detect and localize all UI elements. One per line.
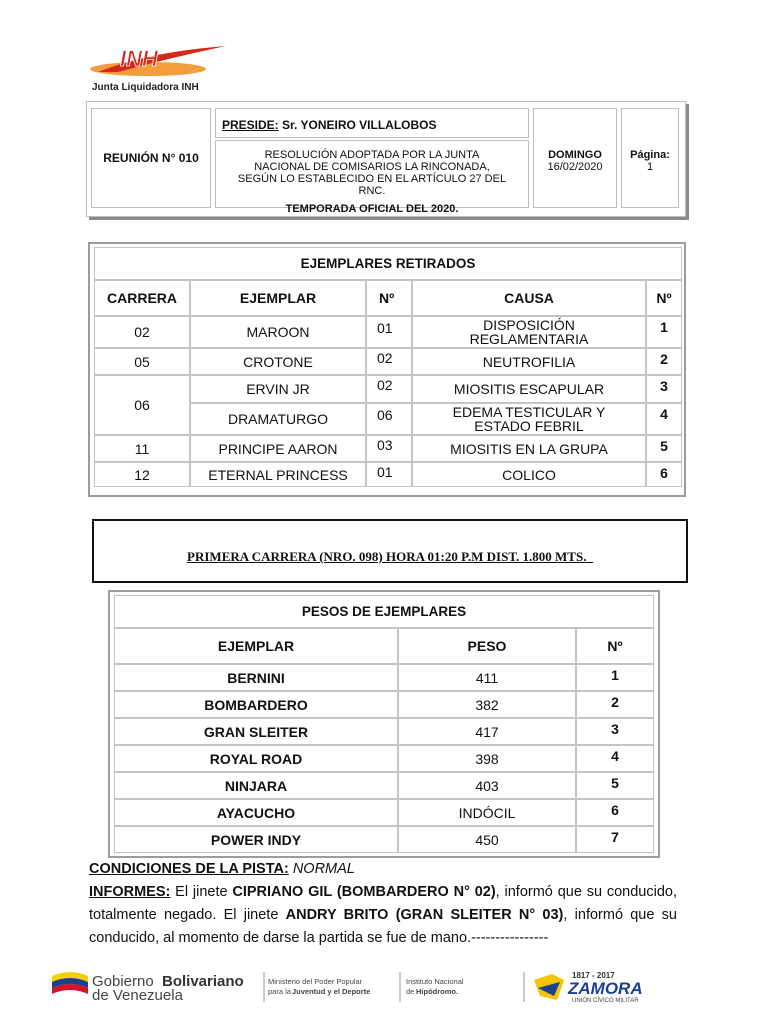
- n-cell: 5: [576, 772, 654, 799]
- conditions-label: CONDICIONES DE LA PISTA:: [89, 861, 289, 877]
- zamora-emblem-icon: [534, 974, 564, 1000]
- peso-cell: 450: [398, 826, 576, 853]
- ejemplar-cell: POWER INDY: [114, 826, 398, 853]
- peso-cell: 411: [398, 664, 576, 691]
- col-causa: CAUSA: [412, 280, 646, 316]
- svg-text:Hipódromo.: Hipódromo.: [416, 987, 459, 996]
- num-cell: 01: [366, 462, 412, 487]
- page-cell: [621, 108, 679, 208]
- carrera-cell: 02: [94, 316, 190, 348]
- n-cell: 3: [576, 718, 654, 745]
- n-cell: 4: [576, 745, 654, 772]
- informes-label: INFORMES:: [89, 884, 171, 900]
- race-box: [92, 519, 688, 583]
- table-row: [94, 375, 682, 403]
- season-text: TEMPORADA OFICIAL DEL 2020.: [285, 203, 459, 215]
- ejemplar-cell: PRINCIPE AARON: [190, 435, 366, 462]
- peso-cell: INDÓCIL: [398, 799, 576, 826]
- col-num: Nº: [366, 280, 412, 316]
- num-cell: 01: [366, 316, 412, 348]
- num-cell: 03: [366, 435, 412, 462]
- carrera-cell: 06: [94, 375, 190, 435]
- svg-text:de: de: [406, 987, 415, 996]
- race-title: PRIMERA CARRERA (NRO. 098) HORA 01:20 P.M DIST. 1.800 MTS._: [187, 549, 593, 564]
- ejemplar-cell: ERVIN JR: [190, 375, 366, 403]
- pesos-title: PESOS DE EJEMPLARES: [114, 595, 654, 628]
- ejemplar-cell: ROYAL ROAD: [114, 745, 398, 772]
- ejemplar-cell: BERNINI: [114, 664, 398, 691]
- causa-cell: EDEMA TESTICULAR Y ESTADO FEBRIL: [412, 403, 646, 435]
- causa-cell: MIOSITIS EN LA GRUPA: [412, 435, 646, 462]
- conditions-value: NORMAL: [292, 861, 355, 877]
- peso-cell: 417: [398, 718, 576, 745]
- col-n: Nº: [646, 280, 682, 316]
- report-text: [89, 858, 677, 950]
- ejemplar-cell: GRAN SLEITER: [114, 718, 398, 745]
- retirados-title: EJEMPLARES RETIRADOS: [94, 247, 682, 280]
- n-cell: 4: [646, 403, 682, 435]
- carrera-cell: 12: [94, 462, 190, 487]
- peso-cell: 403: [398, 772, 576, 799]
- col-ejemplar: EJEMPLAR: [114, 628, 398, 664]
- inh-logo: [88, 42, 228, 82]
- svg-text:para la: para la: [268, 987, 291, 996]
- table-row: [114, 826, 654, 853]
- ejemplar-cell: BOMBARDERO: [114, 691, 398, 718]
- causa-cell: NEUTROFILIA: [412, 348, 646, 375]
- table-row: [114, 799, 654, 826]
- peso-cell: 382: [398, 691, 576, 718]
- ejemplar-cell: NINJARA: [114, 772, 398, 799]
- ejemplar-cell: MAROON: [190, 316, 366, 348]
- table-row: [114, 718, 654, 745]
- svg-text:Gobierno: Gobierno: [92, 973, 154, 990]
- n-cell: 6: [646, 462, 682, 487]
- day-text: DOMINGO: [548, 149, 602, 161]
- resolution-text: RESOLUCIÓN ADOPTADA POR LA JUNTA NACIONAL DE COMISARIOS LA RINCONADA, SEGÚN LO ESTABLECIDO EN EL ARTÍCULO 27 DEL RNC.: [237, 149, 507, 197]
- table-row: [114, 691, 654, 718]
- preside-label: PRESIDE:: [222, 118, 279, 132]
- table-row: [94, 435, 682, 462]
- n-cell: 1: [576, 664, 654, 691]
- meeting-header: [86, 101, 686, 217]
- date-text: 16/02/2020: [547, 161, 603, 173]
- preside-cell: [215, 108, 529, 138]
- pesos-table: [114, 595, 654, 853]
- col-carrera: CARRERA: [94, 280, 190, 316]
- col-n: Nº: [576, 628, 654, 664]
- date-cell: [533, 108, 617, 208]
- svg-text:Ministerio del Poder Popular: Ministerio del Poder Popular: [268, 977, 363, 986]
- jockey-2: ANDRY BRITO (GRAN SLEITER N° 03): [285, 907, 564, 923]
- causa-cell: DISPOSICIÓN REGLAMENTARIA: [412, 316, 646, 348]
- track-conditions: [89, 858, 677, 881]
- svg-text:1817 - 2017: 1817 - 2017: [572, 971, 615, 980]
- num-cell: 02: [366, 375, 412, 403]
- ejemplar-cell: CROTONE: [190, 348, 366, 375]
- col-ejemplar: EJEMPLAR: [190, 280, 366, 316]
- num-cell: 06: [366, 403, 412, 435]
- svg-text:Instituto Nacional: Instituto Nacional: [406, 977, 464, 986]
- table-row: [94, 348, 682, 375]
- num-cell: 02: [366, 348, 412, 375]
- svg-text:Bolivariano: Bolivariano: [162, 973, 244, 990]
- reunion-number: REUNIÓN N° 010: [91, 108, 211, 208]
- informes-paragraph: INFORMES: El jinete CIPRIANO GIL (BOMBARDERO N° 02), informó que su conducido, totalmente negado. El jinete ANDRY BRITO (GRAN SLEITER N° 03), informó que su conducido, al momento de darse la partida se fue de mano.----------------: [89, 884, 677, 946]
- retirados-table: [94, 247, 682, 487]
- ejemplar-cell: DRAMATURGO: [190, 403, 366, 435]
- preside-name: Sr. YONEIRO VILLALOBOS: [282, 118, 437, 132]
- page-label: Página:: [630, 149, 670, 161]
- carrera-cell: 05: [94, 348, 190, 375]
- ejemplar-cell: ETERNAL PRINCESS: [190, 462, 366, 487]
- government-footer: [52, 966, 702, 1006]
- resolution-cell: [215, 140, 529, 215]
- page-number: 1: [646, 161, 654, 173]
- causa-cell: MIOSITIS ESCAPULAR: [412, 375, 646, 403]
- n-cell: 1: [646, 316, 682, 348]
- n-cell: 2: [576, 691, 654, 718]
- table-row: [114, 745, 654, 772]
- venezuela-flag-icon: [52, 972, 88, 994]
- n-cell: 5: [646, 435, 682, 462]
- table-row: [94, 462, 682, 487]
- causa-cell: COLICO: [412, 462, 646, 487]
- table-row: [94, 316, 682, 348]
- svg-text:de Venezuela: de Venezuela: [92, 987, 183, 1004]
- n-cell: 7: [576, 826, 654, 853]
- table-row: [114, 664, 654, 691]
- svg-text:Juventud y el Deporte: Juventud y el Deporte: [292, 987, 371, 996]
- logo-subtitle: Junta Liquidadora INH: [92, 82, 199, 93]
- carrera-cell: 11: [94, 435, 190, 462]
- table-row: [114, 772, 654, 799]
- peso-cell: 398: [398, 745, 576, 772]
- svg-text:UNIÓN CÍVICO MILITAR: UNIÓN CÍVICO MILITAR: [572, 998, 639, 1004]
- n-cell: 3: [646, 375, 682, 403]
- logo-brand-text: INH: [120, 46, 158, 71]
- n-cell: 2: [646, 348, 682, 375]
- col-peso: PESO: [398, 628, 576, 664]
- svg-text:ZAMORA: ZAMORA: [568, 979, 643, 998]
- n-cell: 6: [576, 799, 654, 826]
- jockey-1: CIPRIANO GIL (BOMBARDERO N° 02): [232, 884, 496, 900]
- ejemplar-cell: AYACUCHO: [114, 799, 398, 826]
